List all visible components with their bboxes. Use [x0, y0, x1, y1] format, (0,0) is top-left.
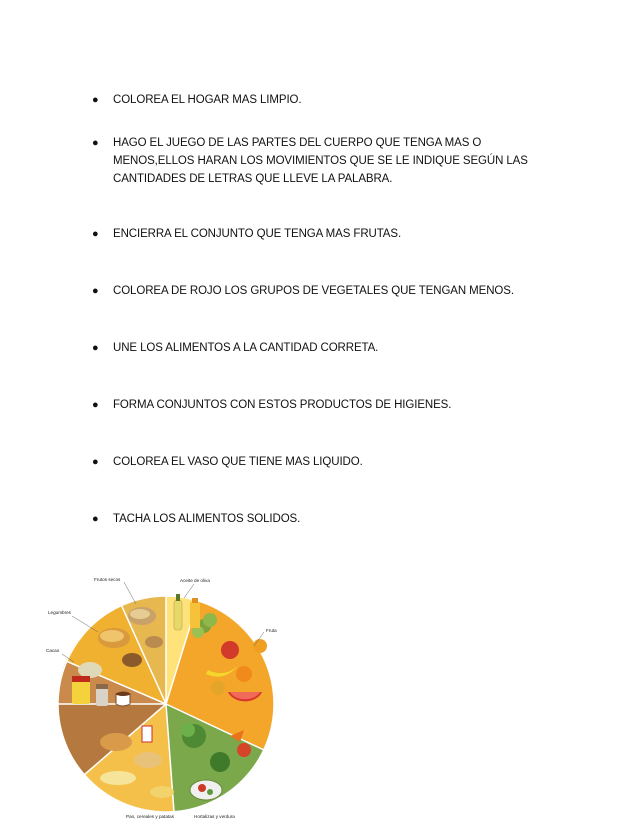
bullet-icon: ●	[92, 513, 99, 525]
list-item-text: FORMA CONJUNTOS CON ESTOS PRODUCTOS DE HIGIENES.	[113, 399, 452, 411]
bullet-icon: ●	[92, 285, 99, 297]
list-item-text: COLOREA DE ROJO LOS GRUPOS DE VEGETALES QUE TENGAN MENOS.	[113, 285, 514, 297]
label-bread: Pan, cereales y patatas	[126, 814, 175, 819]
list-item	[92, 453, 562, 471]
list-item-text: COLOREA EL VASO QUE TIENE MAS LIQUIDO.	[113, 456, 363, 468]
label-cocoa: Cacao	[46, 648, 60, 653]
list-item	[92, 91, 562, 109]
bullet-icon: ●	[92, 94, 99, 106]
label-oil: Aceite de oliva	[180, 578, 210, 583]
label-vegetables: Hortalizas y verdura	[194, 814, 235, 819]
label-fruit: Fruta	[266, 628, 277, 633]
food-wheel-illustration	[44, 566, 288, 826]
bullet-icon: ●	[92, 137, 99, 149]
list-item-text: COLOREA EL HOGAR MAS LIMPIO.	[113, 94, 302, 106]
label-nuts: Frutos secos	[94, 577, 121, 582]
list-item-text: UNE LOS ALIMENTOS A LA CANTIDAD CORRETA.	[113, 342, 379, 354]
list-item	[92, 339, 562, 357]
bullet-icon: ●	[92, 399, 99, 411]
list-item	[92, 396, 562, 414]
bullet-icon: ●	[92, 228, 99, 240]
list-item	[92, 282, 562, 300]
bullet-icon: ●	[92, 456, 99, 468]
wheel-sectors	[58, 596, 274, 812]
list-item	[92, 134, 562, 188]
label-legumes: Legumbres	[48, 610, 71, 615]
list-item-text: HAGO EL JUEGO DE LAS PARTES DEL CUERPO QUE TENGA MAS O MENOS,ELLOS HARAN LOS MOVIMIENTOS QUE SE LE INDIQUE SEGÚN LAS CANTIDADES DE LETRAS QUE LLEVE LA PALABRA.	[113, 137, 528, 185]
list-item-text: TACHA LOS ALIMENTOS SOLIDOS.	[113, 513, 301, 525]
list-item	[92, 225, 562, 243]
bullet-icon: ●	[92, 342, 99, 354]
list-item	[92, 510, 562, 528]
list-item-text: ENCIERRA EL CONJUNTO QUE TENGA MAS FRUTAS.	[113, 228, 402, 240]
